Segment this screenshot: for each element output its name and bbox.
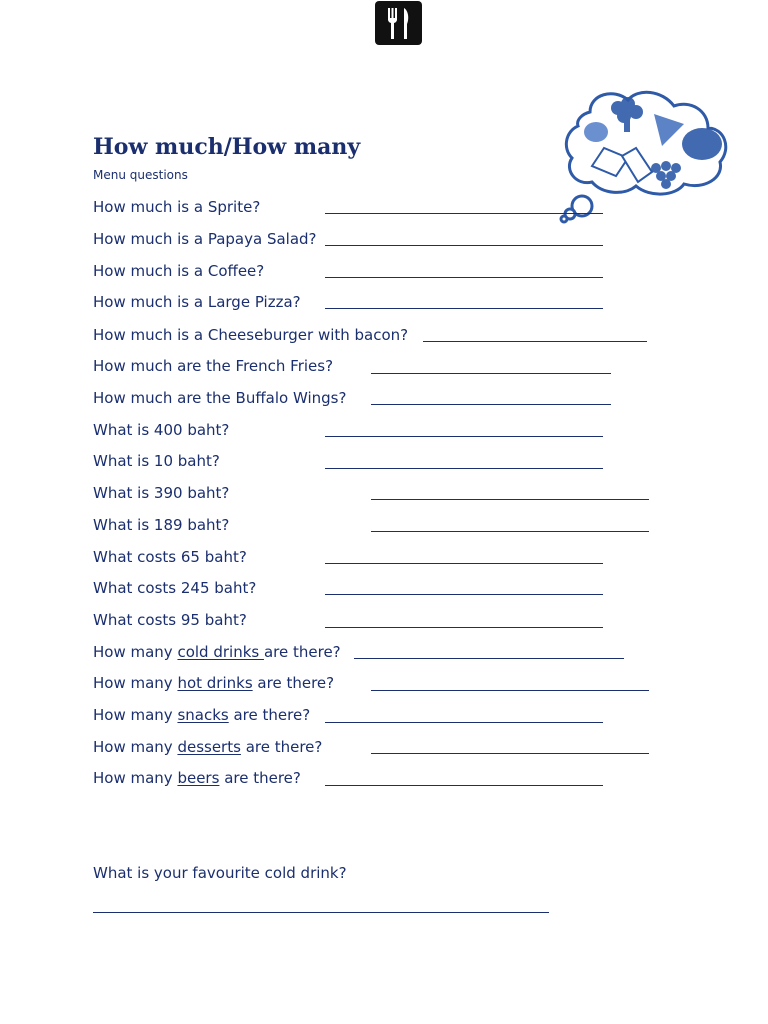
answer-blank-12[interactable] [325, 563, 603, 564]
question-10: What is 390 baht? [93, 484, 230, 502]
question-12: What costs 65 baht? [93, 548, 247, 566]
answer-blank-6[interactable] [371, 373, 611, 374]
question-8: What is 400 baht? [93, 421, 230, 439]
question-2: How much is a Papaya Salad? [93, 230, 317, 248]
question-16: How many hot drinks are there? [93, 674, 335, 692]
page-title: How much/How many [93, 134, 361, 160]
answer-blank-3[interactable] [325, 277, 603, 278]
answer-blank-15[interactable] [354, 658, 624, 659]
question-4: How much is a Large Pizza? [93, 293, 301, 311]
question-11: What is 189 baht? [93, 516, 230, 534]
answer-blank-1[interactable] [325, 213, 603, 214]
question-7: How much are the Buffalo Wings? [93, 389, 347, 407]
answer-blank-5[interactable] [423, 341, 647, 342]
question-5: How much is a Cheeseburger with bacon? [93, 326, 409, 344]
question-9: What is 10 baht? [93, 452, 220, 470]
question-6: How much are the French Fries? [93, 357, 334, 375]
answer-blank-2[interactable] [325, 245, 603, 246]
answer-blank-4[interactable] [325, 308, 603, 309]
answer-blank-9[interactable] [325, 468, 603, 469]
answer-blank-16[interactable] [371, 690, 649, 691]
question-14: What costs 95 baht? [93, 611, 247, 629]
question-18: How many desserts are there? [93, 738, 323, 756]
question-1: How much is a Sprite? [93, 198, 261, 216]
answer-blank-8[interactable] [325, 436, 603, 437]
question-17: How many snacks are there? [93, 706, 311, 724]
answer-blank-17[interactable] [325, 722, 603, 723]
final-answer-blank[interactable] [93, 912, 549, 913]
answer-blank-7[interactable] [371, 404, 611, 405]
question-19: How many beers are there? [93, 769, 301, 787]
final-question: What is your favourite cold drink? [93, 864, 347, 882]
question-15: How many cold drinks are there? [93, 643, 341, 661]
answer-blank-11[interactable] [371, 531, 649, 532]
answer-blank-14[interactable] [325, 627, 603, 628]
food-thought-bubble-icon [558, 86, 730, 224]
question-13: What costs 245 baht? [93, 579, 257, 597]
answer-blank-13[interactable] [325, 594, 603, 595]
answer-blank-10[interactable] [371, 499, 649, 500]
fork-knife-icon [375, 1, 422, 45]
answer-blank-18[interactable] [371, 753, 649, 754]
question-3: How much is a Coffee? [93, 262, 265, 280]
answer-blank-19[interactable] [325, 785, 603, 786]
page-subtitle: Menu questions [93, 168, 188, 182]
